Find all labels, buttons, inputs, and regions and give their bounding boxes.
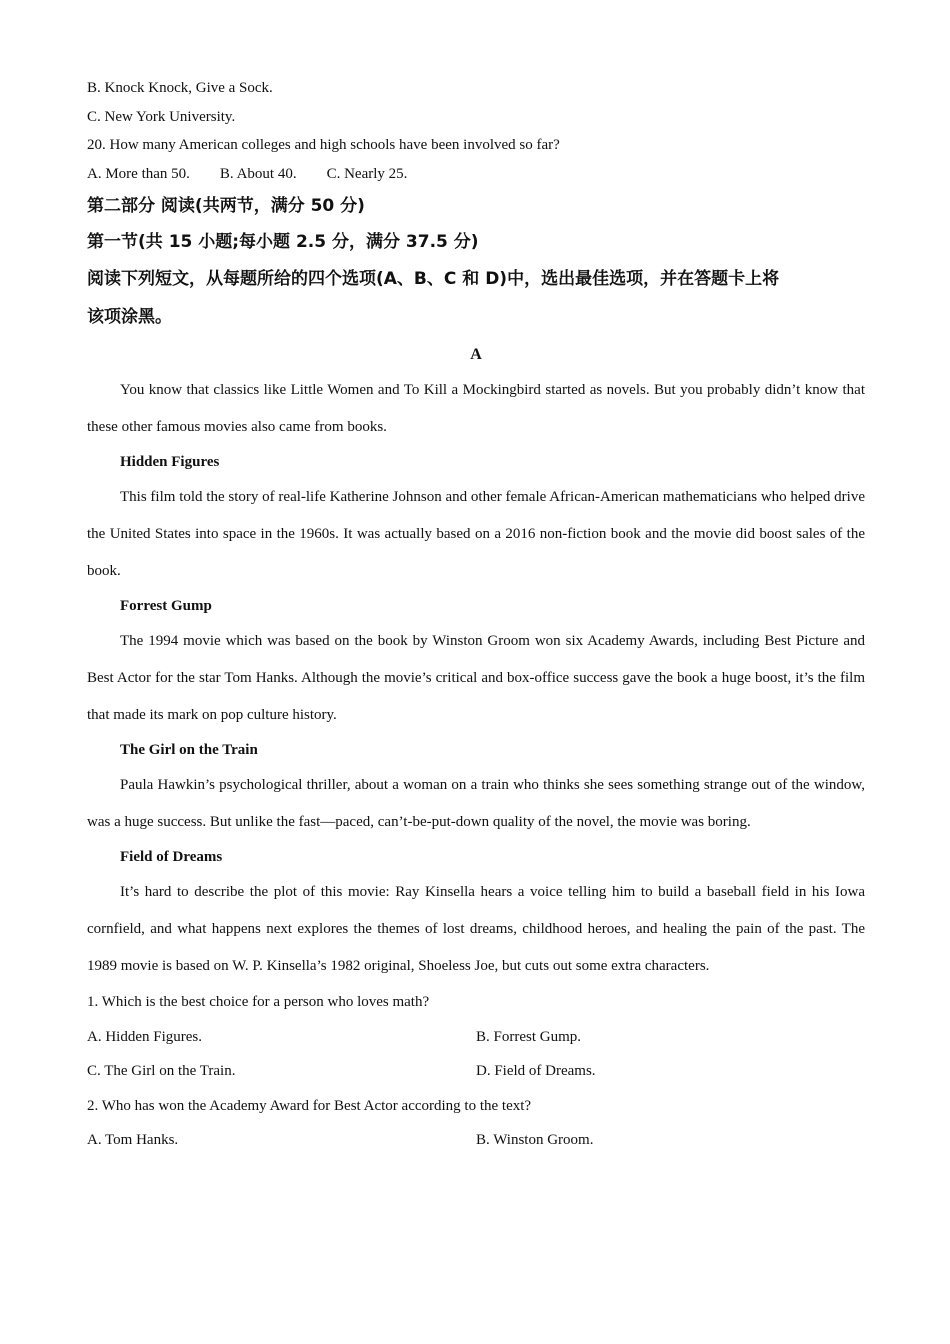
exam-page: [87, 74, 865, 1158]
q2-option-a: A. Tom Hanks.: [87, 1132, 179, 1148]
section-heading: Hidden Figures: [120, 454, 220, 470]
section-title: 第二部分 阅读(共两节，满分 50 分): [87, 196, 365, 216]
section-paragraph: The 1994 movie which was based on the book by Winston Groom won six Academy Awards, including Best Picture and Best Actor for the star Tom Hanks. Although the movie’s critical and box-office success gave the book a huge boost, it’s the film that made its mark on pop culture history.: [87, 633, 865, 723]
section-paragraph: This film told the story of real-life Katherine Johnson and other female African-American mathematicians who helped drive the United States into space in the 1960s. It was actually based on a 2016 non-fiction book and the movie did boost sales of the book.: [87, 489, 865, 579]
q1-option-b: B. Forrest Gump.: [476, 1028, 581, 1045]
instruction-line-1: 阅读下列短文，从每题所给的四个选项(A、B、C 和 D)中，选出最佳选项，并在答题卡上将: [87, 269, 780, 289]
option-line: C. New York University.: [87, 108, 236, 125]
q2-option-b: B. Winston Groom.: [476, 1132, 594, 1148]
q20-option-a: A. More than 50.: [87, 165, 190, 182]
q1-option-a: A. Hidden Figures.: [87, 1028, 202, 1045]
question-1-options-row-2: [87, 1054, 865, 1089]
passage-label: A: [470, 346, 482, 363]
question-20-stem: 20. How many American colleges and high schools have been involved so far?: [87, 137, 560, 153]
question-20-options: [87, 160, 865, 189]
q20-option-b: B. About 40.: [219, 165, 297, 182]
option-line: B. Knock Knock, Give a Sock.: [87, 80, 273, 96]
section-heading: The Girl on the Train: [120, 742, 258, 758]
section-heading: Forrest Gump: [120, 598, 212, 614]
q1-option-d: D. Field of Dreams.: [476, 1063, 596, 1079]
question-2-options-row-1: [87, 1123, 865, 1158]
instruction-line-2: 该项涂黑。: [87, 307, 172, 327]
section-paragraph: It’s hard to describe the plot of this movie: Ray Kinsella hears a voice telling him to build a baseball field in his Iowa cornfield, and what happens next explores the themes of lost dreams, childhood heroes, and healing the pain of the past. The 1989 movie is based on W. P. Kinsella’s 1982 original, Shoeless Joe, but cuts out some extra characters.: [87, 884, 865, 974]
question-1-stem: 1. Which is the best choice for a person who loves math?: [87, 994, 430, 1010]
section-paragraph: Paula Hawkin’s psychological thriller, about a woman on a train who thinks she sees something strange out of the window, was a huge success. But unlike the fast—paced, can’t-be-put-down quality of the novel, the movie was boring.: [87, 777, 865, 830]
passage-intro: You know that classics like Little Women and To Kill a Mockingbird started as novels. But you probably didn’t know that these other famous movies also came from books.: [87, 382, 865, 435]
question-2-stem: 2. Who has won the Academy Award for Best Actor according to the text?: [87, 1097, 532, 1114]
q20-option-c: C. Nearly 25.: [326, 165, 408, 182]
question-1-options-row-1: [87, 1020, 865, 1055]
section-heading: Field of Dreams: [120, 849, 223, 865]
q1-option-c: C. The Girl on the Train.: [87, 1063, 236, 1079]
subsection-title: 第一节(共 15 小题;每小题 2.5 分，满分 37.5 分): [87, 232, 479, 252]
